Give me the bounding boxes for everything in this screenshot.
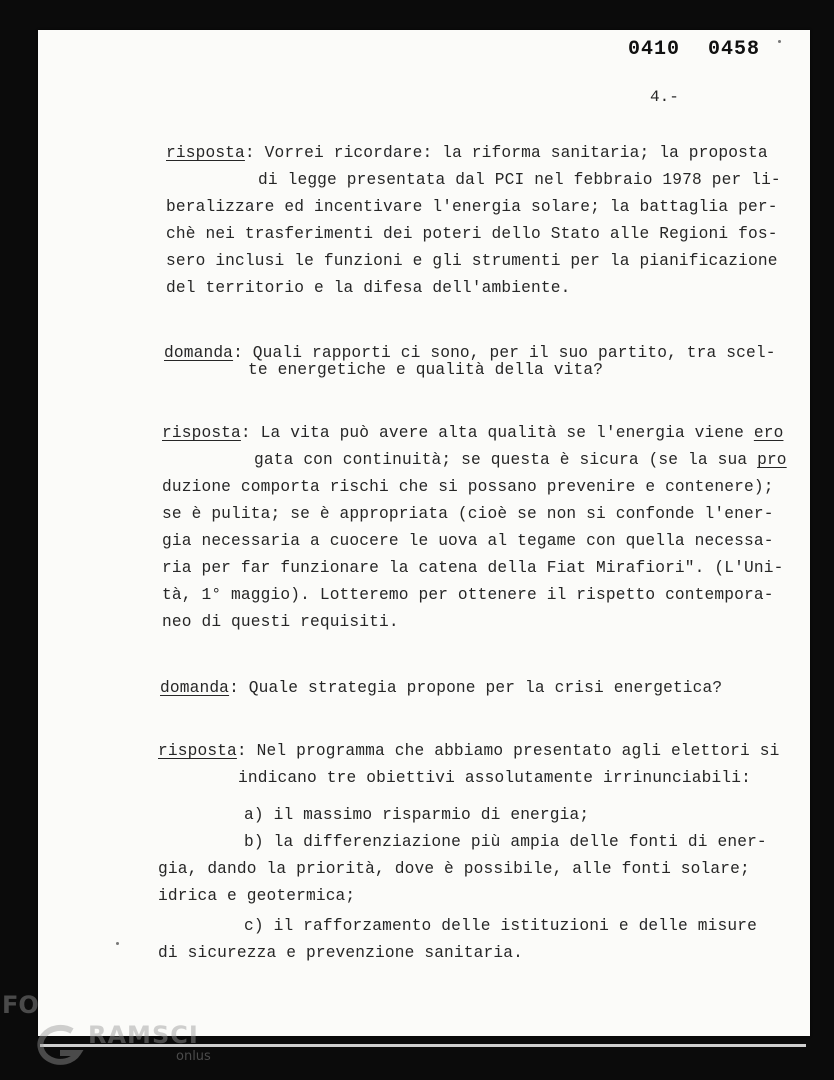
block-4-first-line: domanda: Quale strategia propone per la crisi energetica? (160, 679, 723, 697)
speaker-label: risposta (162, 424, 241, 442)
text-line: indicano tre obiettivi assolutamente irrinunciabili: (238, 769, 751, 787)
speaker-label: domanda (164, 344, 234, 362)
block-3-first-line: risposta: La vita può avere alta qualità se l'energia viene ero (162, 424, 784, 442)
text-line: se è pulita; se è appropriata (cioè se non si confonde l'ener- (162, 505, 774, 523)
list-item: a) il massimo risparmio di energia; (244, 806, 590, 824)
list-item: c) il rafforzamento delle istituzioni e delle misure (244, 917, 757, 935)
text-line: ria per far funzionare la catena della Fiat Mirafiori". (L'Uni- (162, 559, 784, 577)
text-line: beralizzare ed incentivare l'energia solare; la battaglia per- (166, 198, 778, 216)
text-line: di legge presentata dal PCI nel febbraio 1978 per li- (258, 171, 781, 189)
speaker-label: domanda (160, 679, 230, 697)
list-item-continuation: gia, dando la priorità, dove è possibile, alle fonti solare; (158, 860, 750, 878)
text-line: te energetiche e qualità della vita? (248, 361, 604, 379)
watermark-bottom-text: onlus (176, 1049, 211, 1064)
text-line: del territorio e la difesa dell'ambiente. (166, 279, 571, 297)
paper-speck (778, 40, 781, 43)
archive-watermark (0, 985, 260, 1080)
list-item-continuation: di sicurezza e prevenzione sanitaria. (158, 944, 523, 962)
archive-stamp-right: 0458 (708, 38, 761, 61)
text-line: gata con continuità; se questa è sicura (se la sua pro (254, 451, 787, 469)
speaker-label: risposta (166, 144, 245, 162)
typed-page (38, 30, 810, 1036)
watermark-logo-icon (32, 1023, 92, 1067)
block-2-first-line: domanda: Quali rapporti ci sono, per il suo partito, tra scel- (164, 344, 776, 362)
text-line: chè nei trasferimenti dei poteri dello Stato alle Regioni fos- (166, 225, 778, 243)
block-1-first-line: risposta: Vorrei ricordare: la riforma sanitaria; la proposta (166, 144, 768, 162)
paper-speck (116, 942, 119, 945)
speaker-label: risposta (158, 742, 237, 760)
archive-stamp-left: 0410 (628, 38, 681, 61)
text-line: sero inclusi le funzioni e gli strumenti per la pianificazione (166, 252, 778, 270)
watermark-left-text: FO (2, 991, 39, 1019)
list-item-continuation: idrica e geotermica; (158, 887, 356, 905)
text-line: tà, 1° maggio). Lotteremo per ottenere il rispetto contempora- (162, 586, 774, 604)
text-line: gia necessaria a cuocere le uova al tegame con quella necessa- (162, 532, 774, 550)
page-number: 4.- (650, 88, 679, 106)
text-line: duzione comporta rischi che si possano prevenire e contenere); (162, 478, 774, 496)
text-line: neo di questi requisiti. (162, 613, 399, 631)
watermark-middle-text: RAMSCI (88, 1021, 199, 1049)
list-item: b) la differenziazione più ampia delle fonti di ener- (244, 833, 767, 851)
block-5-first-line: risposta: Nel programma che abbiamo presentato agli elettori si (158, 742, 780, 760)
